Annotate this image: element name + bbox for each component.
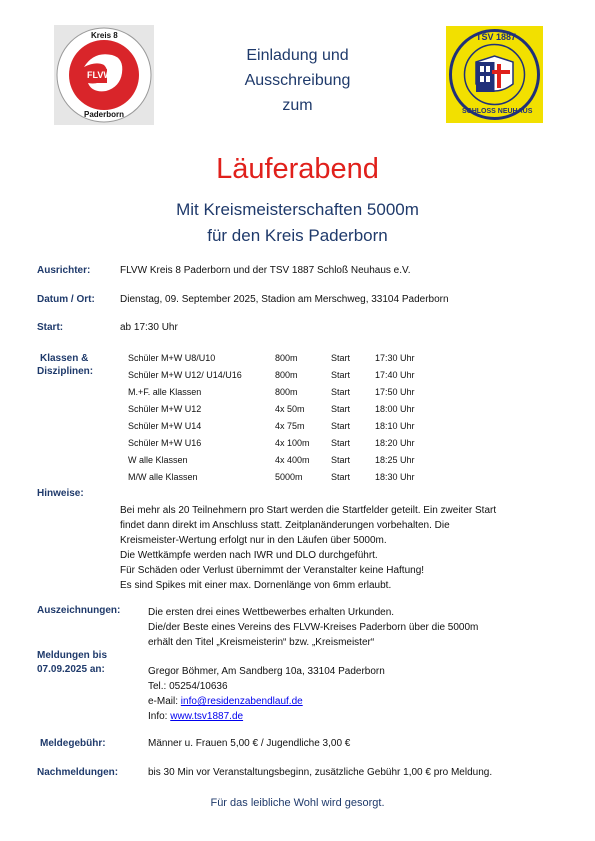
flvw-logo-text-top: Kreis 8 [91,31,118,40]
schedule-class: Schüler M+W U8/U10 [128,353,216,363]
table-row [0,438,595,455]
event-title: Läuferabend [216,153,379,185]
start-label: Start: [37,322,64,333]
table-row [0,455,595,472]
hinweise-line: Kreismeister-Wertung erfolgt nur in den Läufen über 5000m. [120,535,387,546]
auszeichnungen-line: Die/der Beste eines Vereins des FLVW-Kreises Paderborn über die 5000m [148,622,479,633]
meldegebuehr-label: Meldegebühr: [40,738,106,749]
schedule-time: 17:40 Uhr [375,370,415,380]
tsv-logo-text-top: TSV 1887 [476,32,517,42]
meldungen-label-2: 07.09.2025 an: [37,664,105,675]
auszeichnungen-label: Auszeichnungen: [37,605,121,616]
auszeichnungen-line: Die ersten drei eines Wettbewerbes erhalten Urkunden. [148,607,395,618]
schedule-class: W alle Klassen [128,455,188,465]
meldungen-address: Gregor Böhmer, Am Sandberg 10a, 33104 Paderborn [148,666,385,677]
email-prefix: e-Mail: [148,696,181,707]
meldungen-text [148,664,588,724]
meldungen-web-row [148,709,588,724]
nachmeldungen-value: bis 30 Min vor Veranstaltungsbeginn, zusätzliche Gebühr 1,00 € pro Meldung. [148,767,493,778]
header-line-3: zum [282,97,313,114]
schedule-distance: 4x 75m [275,421,305,431]
footer-note: Für das leibliche Wohl wird gesorgt. [210,797,385,809]
hinweise-line: Bei mehr als 20 Teilnehmern pro Start werden die Startfelder geteilt. Ein zweiter Start [120,505,497,516]
hinweise-line: Die Wettkämpfe werden nach IWR und DLO durchgeführt. [120,550,378,561]
schedule-distance: 4x 50m [275,404,305,414]
auszeichnungen-line: erhält den Titel „Kreismeisterin“ bzw. „Kreismeister“ [148,637,375,648]
start-value: ab 17:30 Uhr [120,322,178,333]
flvw-logo [54,25,154,125]
event-subtitle-2: für den Kreis Paderborn [207,226,388,245]
meldungen-email-row [148,694,588,709]
table-row [0,404,595,421]
klassen-label-2: Disziplinen: [37,366,94,377]
schedule-start: Start [331,404,351,414]
table-row [0,353,595,370]
auszeichnungen-text [148,605,588,650]
schedule-distance: 800m [275,353,298,363]
nachmeldungen-label: Nachmeldungen: [37,767,119,778]
table-row [0,370,595,387]
schedule-distance: 4x 400m [275,455,310,465]
schedule-distance: 4x 100m [275,438,310,448]
table-row [0,421,595,438]
schedule-time: 17:50 Uhr [375,387,415,397]
schedule-time: 18:20 Uhr [375,438,415,448]
schedule-start: Start [331,370,351,380]
header-line-1: Einladung und [246,47,349,64]
hinweise-label: Hinweise: [37,488,84,499]
table-row [0,472,595,489]
schedule-table [0,353,595,493]
schedule-start: Start [331,387,351,397]
flvw-logo-text-mid: FLVW [87,70,112,80]
schedule-start: Start [331,421,351,431]
schedule-class: M/W alle Klassen [128,472,198,482]
tsv-logo [446,26,543,123]
schedule-distance: 5000m [275,472,303,482]
schedule-class: Schüler M+W U12 [128,404,202,414]
klassen-label-1: Klassen & [40,353,89,364]
schedule-time: 18:25 Uhr [375,455,415,465]
schedule-time: 17:30 Uhr [375,353,415,363]
event-subtitle-1: Mit Kreismeisterschaften 5000m [176,200,419,219]
email-link[interactable]: info@residenzabendlauf.de [180,696,303,707]
hinweise-line: findet dann direkt im Anschluss statt. Zeitplanänderungen vorbehalten. Die [120,520,450,531]
tsv-logo-text-bottom: SCHLOSS NEUHAUS [462,108,533,115]
schedule-start: Start [331,353,351,363]
datum-value: Dienstag, 09. September 2025, Stadion am Merschweg, 33104 Paderborn [120,294,449,305]
website-link[interactable]: www.tsv1887.de [170,711,244,722]
schedule-time: 18:30 Uhr [375,472,415,482]
schedule-distance: 800m [275,370,298,380]
schedule-start: Start [331,455,351,465]
schedule-start: Start [331,438,351,448]
flvw-logo-text-bottom: Paderborn [84,110,125,119]
ausrichter-value: FLVW Kreis 8 Paderborn und der TSV 1887 Schloß Neuhaus e.V. [120,265,411,276]
schedule-start: Start [331,472,351,482]
header-line-2: Ausschreibung [244,72,351,89]
hinweise-line: Es sind Spikes mit einer max. Dornenlänge von 6mm erlaubt. [120,580,392,591]
schedule-time: 18:00 Uhr [375,404,415,414]
schedule-class: Schüler M+W U14 [128,421,202,431]
info-prefix: Info: [148,711,171,722]
schedule-class: Schüler M+W U16 [128,438,202,448]
table-row [0,387,595,404]
meldegebuehr-value: Männer u. Frauen 5,00 € / Jugendliche 3,00 € [148,738,351,749]
schedule-class: M.+F. alle Klassen [128,387,202,397]
hinweise-line: Für Schäden oder Verlust übernimmt der Veranstalter keine Haftung! [120,565,425,576]
schedule-distance: 800m [275,387,298,397]
hinweise-text [120,503,580,593]
meldungen-phone: Tel.: 05254/10636 [148,681,228,692]
schedule-time: 18:10 Uhr [375,421,415,431]
schedule-class: Schüler M+W U12/ U14/U16 [128,370,242,380]
ausrichter-label: Ausrichter: [37,265,91,276]
meldungen-label-1: Meldungen bis [37,650,107,661]
datum-label: Datum / Ort: [37,294,95,305]
